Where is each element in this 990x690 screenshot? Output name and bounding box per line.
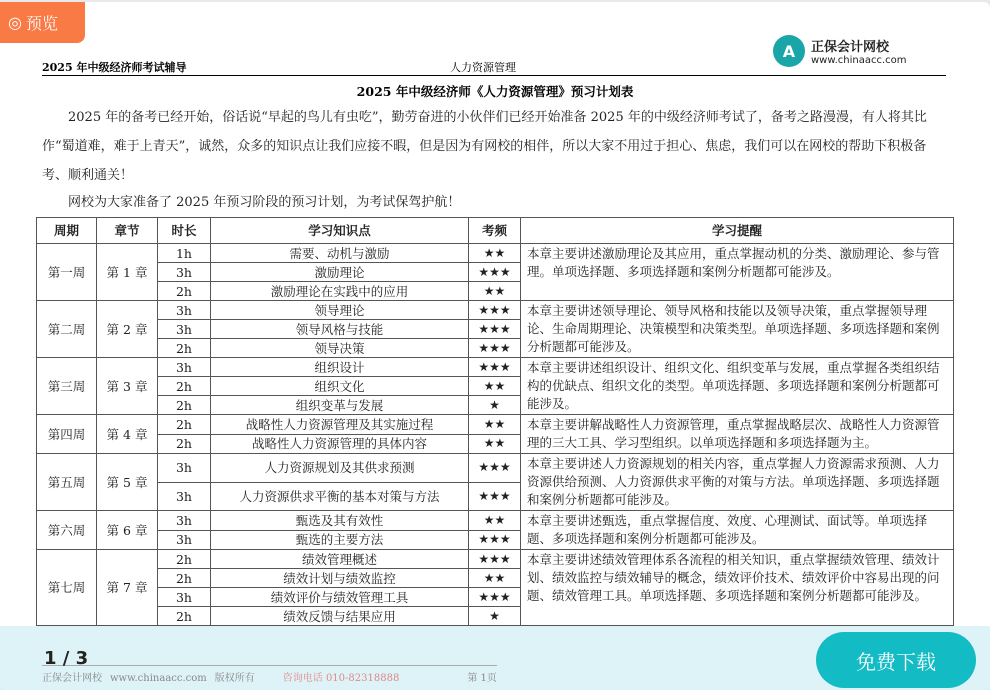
table-row (37, 358, 954, 377)
topic-cell: 人力资源规划及其供求预测 (211, 454, 469, 483)
study-tip-cell: 本章主要讲述组织设计、组织文化、组织变革与发展，重点掌握各类组织结构的优缺点、组织文化的类型。单项选择题、多项选择题和案例分析题都可能涉及。 (521, 358, 954, 415)
duration-cell: 3h (158, 454, 211, 483)
table-row (37, 244, 954, 263)
duration-cell: 2h (158, 415, 211, 435)
duration-cell: 2h (158, 339, 211, 358)
footer-phone: 咨询电话 010-82318888 (282, 673, 400, 684)
document-title: 2025 年中级经济师《人力资源管理》预习计划表 (356, 84, 634, 99)
topic-cell: 战略性人力资源管理的具体内容 (211, 434, 469, 454)
duration-cell: 3h (158, 511, 211, 531)
table-row (37, 454, 954, 483)
logo-name: 正保会计网校 (811, 40, 890, 55)
topic-cell: 领导理论 (211, 301, 469, 320)
frequency-stars: ★★ (469, 282, 521, 301)
chapter-cell: 第 1 章 (97, 244, 158, 301)
study-tip-cell: 本章主要讲解战略性人力资源管理，重点掌握战略层次、战略性人力资源管理的三大工具、学习型组织。以单项选择题和多项选择题为主。 (521, 415, 954, 454)
column-header: 时长 (158, 218, 211, 244)
topic-cell: 甄选的主要方法 (211, 530, 469, 550)
column-header: 考频 (469, 218, 521, 244)
preview-label: 预览 (25, 14, 58, 33)
duration-cell: 3h (158, 320, 211, 339)
free-download-button[interactable]: 免费下载 (816, 632, 976, 688)
page-footer (42, 672, 497, 685)
duration-cell: 3h (158, 530, 211, 550)
frequency-stars: ★★★ (469, 301, 521, 320)
topic-cell: 激励理论在实践中的应用 (211, 282, 469, 301)
chapter-cell: 第 3 章 (97, 358, 158, 415)
footer-rule (42, 665, 497, 666)
running-header-left: 2025 年中级经济师考试辅导 (42, 61, 187, 74)
duration-cell: 2h (158, 282, 211, 301)
eye-icon: ◎ (8, 13, 22, 32)
topic-cell: 组织设计 (211, 358, 469, 377)
study-tip-cell: 本章主要讲述绩效管理体系各流程的相关知识，重点掌握绩效管理、绩效计划、绩效监控与绩效辅导的概念，绩效评价技术、绩效评价中容易出现的问题、绩效管理工具。单项选择题、多项选择题和案例分析题都可能涉及。 (521, 550, 954, 626)
study-plan-table (36, 217, 954, 626)
header-rule (42, 75, 946, 76)
brand-logo (773, 35, 907, 67)
footer-url: www.chinaacc.com (110, 673, 207, 684)
topic-cell: 甄选及其有效性 (211, 511, 469, 531)
frequency-stars: ★★★ (469, 482, 521, 511)
duration-cell: 1h (158, 244, 211, 263)
frequency-stars: ★★ (469, 511, 521, 531)
column-header: 周期 (37, 218, 97, 244)
topic-cell: 人力资源供求平衡的基本对策与方法 (211, 482, 469, 511)
topic-cell: 领导决策 (211, 339, 469, 358)
week-cell: 第三周 (37, 358, 97, 415)
topic-cell: 战略性人力资源管理及其实施过程 (211, 415, 469, 435)
chapter-cell: 第 4 章 (97, 415, 158, 454)
study-tip-cell: 本章主要讲述人力资源规划的相关内容，重点掌握人力资源需求预测、人力资源供给预测、人力资源供求平衡的对策与方法。单项选择题、多项选择题和案例分析题都可能涉及。 (521, 454, 954, 511)
duration-cell: 2h (158, 434, 211, 454)
page-indicator: 1 / 3 (44, 648, 89, 669)
chapter-cell: 第 5 章 (97, 454, 158, 511)
duration-cell: 2h (158, 607, 211, 626)
frequency-stars: ★★★ (469, 530, 521, 550)
week-cell: 第四周 (37, 415, 97, 454)
duration-cell: 2h (158, 569, 211, 588)
column-header: 学习知识点 (211, 218, 469, 244)
frequency-stars: ★★★ (469, 454, 521, 483)
intro-paragraph: 2025 年的备考已经开始，俗话说“早起的鸟儿有虫吃”，勤劳奋进的小伙伴们已经开始准备 2025 年的中级经济师考试了，备考之路漫漫，有人将其比作“蜀道难，难于上青天”，诚然，众多的知识点让我们应接不暇，但是因为有网校的相伴，所以大家不用过于担心、焦虑，我们可以在网校的帮助下积极备考、顺利通关！ (42, 110, 927, 183)
frequency-stars: ★★★ (469, 263, 521, 282)
column-header: 章节 (97, 218, 158, 244)
running-header-center: 人力资源管理 (450, 61, 516, 74)
frequency-stars: ★★★ (469, 550, 521, 569)
chapter-cell: 第 2 章 (97, 301, 158, 358)
duration-cell: 3h (158, 263, 211, 282)
topic-cell: 绩效反馈与结果应用 (211, 607, 469, 626)
preview-badge[interactable] (0, 2, 85, 43)
footer-rights: 版权所有 (214, 673, 255, 684)
duration-cell: 3h (158, 301, 211, 320)
table-row (37, 550, 954, 569)
chapter-cell: 第 6 章 (97, 511, 158, 550)
topic-cell: 绩效计划与绩效监控 (211, 569, 469, 588)
intro-paragraph-2: 网校为大家准备了 2025 年预习阶段的预习计划，为考试保驾护航！ (68, 195, 461, 210)
duration-cell: 3h (158, 482, 211, 511)
footer-page-number: 第 1页 (467, 673, 497, 684)
topic-cell: 组织文化 (211, 377, 469, 396)
topic-cell: 领导风格与技能 (211, 320, 469, 339)
duration-cell: 3h (158, 588, 211, 607)
frequency-stars: ★★ (469, 434, 521, 454)
chapter-cell: 第 7 章 (97, 550, 158, 626)
topic-cell: 绩效管理概述 (211, 550, 469, 569)
column-header: 学习提醒 (521, 218, 954, 244)
logo-url: www.chinaacc.com (811, 55, 907, 66)
frequency-stars: ★ (469, 607, 521, 626)
logo-icon: A (773, 35, 805, 67)
week-cell: 第一周 (37, 244, 97, 301)
week-cell: 第六周 (37, 511, 97, 550)
duration-cell: 2h (158, 550, 211, 569)
study-tip-cell: 本章主要讲述甄选，重点掌握信度、效度、心理测试、面试等。单项选择题、多项选择题和案例分析题都可能涉及。 (521, 511, 954, 550)
study-tip-cell: 本章主要讲述激励理论及其应用，重点掌握动机的分类、激励理论、参与管理。单项选择题、多项选择题和案例分析题都可能涉及。 (521, 244, 954, 301)
frequency-stars: ★★ (469, 569, 521, 588)
duration-cell: 3h (158, 358, 211, 377)
frequency-stars: ★★ (469, 415, 521, 435)
frequency-stars: ★★★ (469, 358, 521, 377)
frequency-stars: ★★ (469, 377, 521, 396)
footer-brand: 正保会计网校 (42, 673, 102, 684)
week-cell: 第五周 (37, 454, 97, 511)
frequency-stars: ★★★ (469, 588, 521, 607)
topic-cell: 激励理论 (211, 263, 469, 282)
table-row (37, 415, 954, 435)
topic-cell: 组织变革与发展 (211, 396, 469, 415)
week-cell: 第二周 (37, 301, 97, 358)
table-row (37, 301, 954, 320)
frequency-stars: ★★★ (469, 339, 521, 358)
frequency-stars: ★★★ (469, 320, 521, 339)
study-tip-cell: 本章主要讲述领导理论、领导风格和技能以及领导决策，重点掌握领导理论、生命周期理论、决策模型和决策类型。单项选择题、多项选择题和案例分析题都可能涉及。 (521, 301, 954, 358)
duration-cell: 2h (158, 396, 211, 415)
week-cell: 第七周 (37, 550, 97, 626)
duration-cell: 2h (158, 377, 211, 396)
topic-cell: 需要、动机与激励 (211, 244, 469, 263)
document-page (0, 2, 990, 690)
frequency-stars: ★★ (469, 244, 521, 263)
table-row (37, 511, 954, 531)
topic-cell: 绩效评价与绩效管理工具 (211, 588, 469, 607)
frequency-stars: ★ (469, 396, 521, 415)
